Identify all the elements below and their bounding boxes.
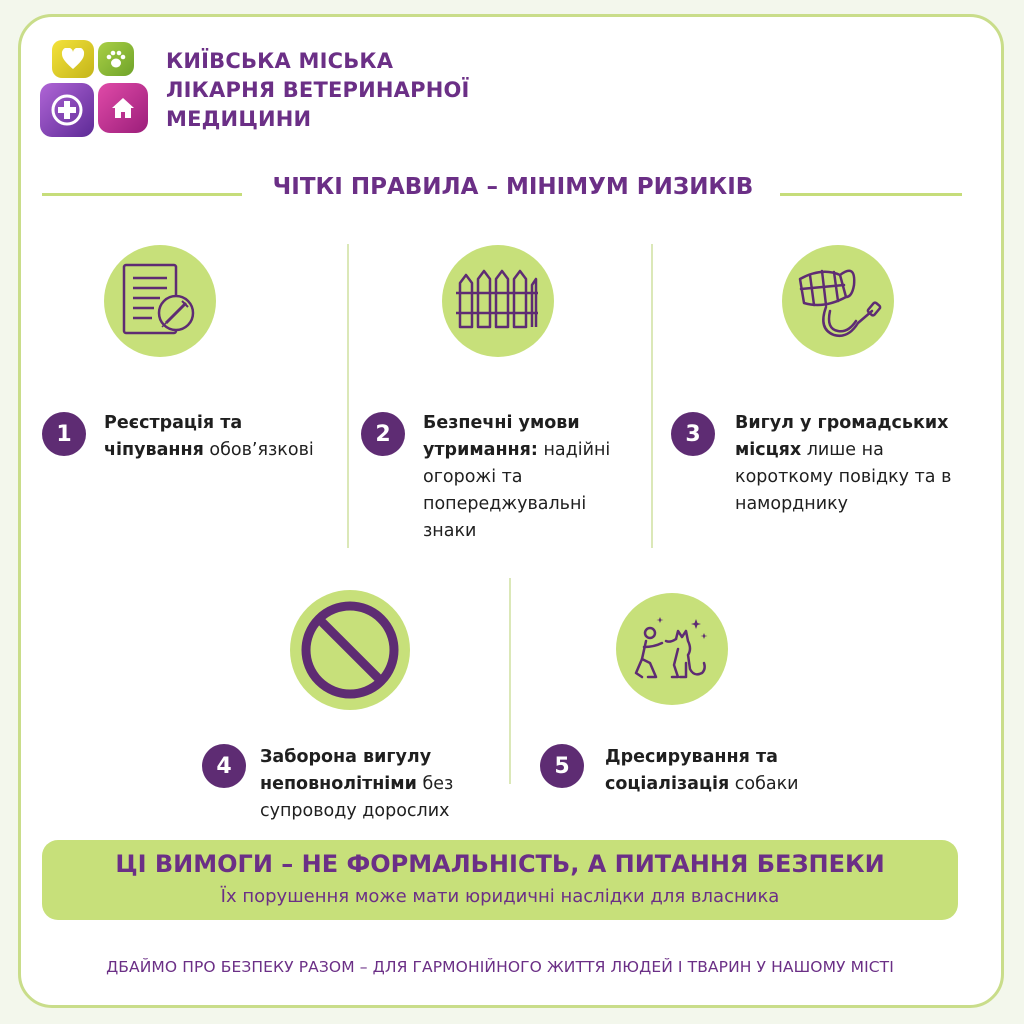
rule-1-bold: Реєстрація та чіпування — [104, 413, 243, 460]
title-rule-left — [42, 193, 242, 196]
cross-tile — [40, 83, 94, 137]
divider-1 — [347, 244, 349, 548]
clinic-name-line-3: МЕДИЦИНИ — [166, 107, 312, 131]
rule-4-rest: без супроводу дорослих — [260, 774, 454, 821]
medical-cross-icon — [50, 93, 84, 127]
rule-4-bold: Заборона вигулу неповнолітніми — [260, 747, 432, 794]
banner-subtitle: Їх порушення може мати юридичні наслідки для власника — [220, 886, 780, 907]
fence-icon — [442, 245, 554, 357]
clinic-name — [166, 47, 470, 134]
prohibited-icon — [290, 590, 410, 710]
rule-1-icon-circle — [104, 245, 216, 357]
banner-title: ЦІ ВИМОГИ – НЕ ФОРМАЛЬНІСТЬ, А ПИТАННЯ БЕЗПЕКИ — [115, 850, 885, 878]
rule-4-icon-circle — [290, 590, 410, 710]
rule-2-bold: Безпечні умови утримання: — [423, 413, 580, 460]
clinic-name-line-2: ЛІКАРНЯ ВЕТЕРИНАРНОЇ — [166, 78, 470, 102]
rule-4-number: 4 — [202, 744, 246, 788]
section-title: ЧІТКІ ПРАВИЛА – МІНІМУМ РИЗИКІВ — [272, 174, 754, 200]
rule-2-text — [423, 410, 633, 545]
divider-3 — [509, 578, 511, 784]
rule-3-icon-circle — [782, 245, 894, 357]
document-syringe-icon — [104, 245, 216, 357]
divider-2 — [651, 244, 653, 548]
muzzle-leash-icon — [782, 245, 894, 357]
rule-1-number: 1 — [42, 412, 86, 456]
rule-5-icon-circle — [616, 593, 728, 705]
warning-banner — [42, 840, 958, 920]
rule-5-bold: Дресирування та соціалізація — [605, 747, 778, 794]
rule-4-text — [260, 744, 500, 825]
house-icon — [110, 96, 136, 120]
rule-1-text — [104, 410, 339, 464]
rule-3-number: 3 — [671, 412, 715, 456]
title-rule-right — [780, 193, 962, 196]
rule-3-bold: Вигул у громадських місцях — [735, 413, 949, 460]
rule-1-rest: обов’язкові — [203, 440, 314, 460]
footer-slogan: ДБАЙМО ПРО БЕЗПЕКУ РАЗОМ – ДЛЯ ГАРМОНІЙНОГО ЖИТТЯ ЛЮДЕЙ І ТВАРИН У НАШОМУ МІСТІ — [106, 958, 894, 976]
dog-training-icon — [616, 593, 728, 705]
rule-5-text — [605, 744, 835, 798]
heart-icon — [61, 48, 85, 70]
rule-3-rest: лише на короткому повідку та в наморднику — [735, 440, 952, 514]
paw-tile — [98, 42, 134, 76]
clinic-name-line-1: КИЇВСЬКА МІСЬКА — [166, 49, 394, 73]
paw-icon — [105, 49, 127, 69]
rule-3-text — [735, 410, 983, 518]
rule-5-number: 5 — [540, 744, 584, 788]
heart-tile — [52, 40, 94, 78]
rule-5-rest: собаки — [729, 774, 799, 794]
rule-2-rest: надійні огорожі та попереджувальні знаки — [423, 440, 611, 541]
rule-2-icon-circle — [442, 245, 554, 357]
rule-2-number: 2 — [361, 412, 405, 456]
home-tile — [98, 83, 148, 133]
